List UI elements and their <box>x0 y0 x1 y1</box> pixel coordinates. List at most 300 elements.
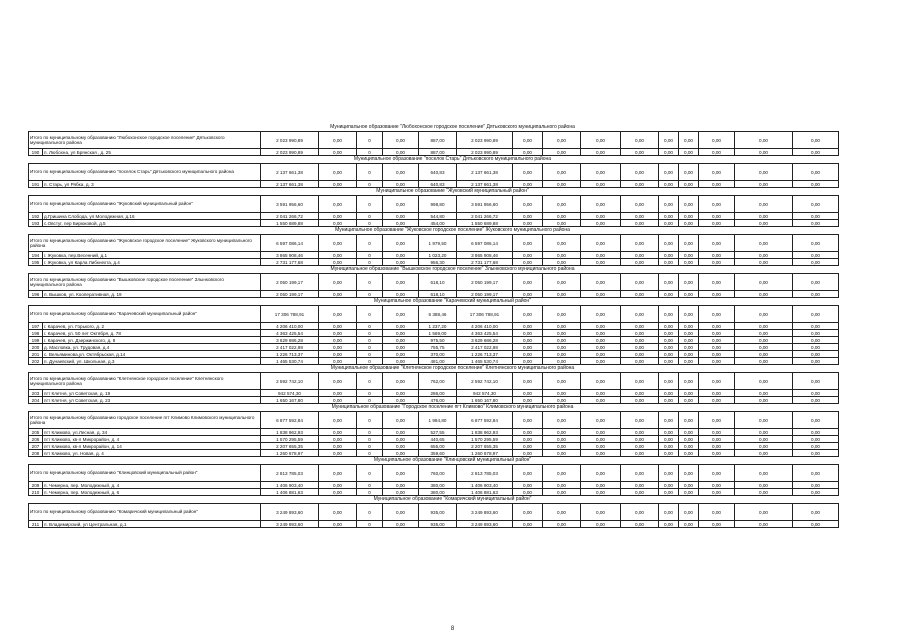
row-value-cell: 0 <box>357 252 383 259</box>
total-value-cell: 0,00 <box>621 235 659 252</box>
row-value-cell: 0,00 <box>513 149 543 156</box>
row-address: г. Карачев, ул. Горького, д. 2 <box>43 323 261 330</box>
row-value-cell: 3 865 908,46 <box>261 252 319 259</box>
row-value-cell: 0,00 <box>735 337 793 344</box>
row-value-cell: 942 574,30 <box>457 390 513 397</box>
row-value-cell: 0,00 <box>581 252 621 259</box>
total-value-cell: 0,00 <box>543 504 581 521</box>
section-title: Муниципальное образование "поселок Старь" Дятьковского муниципального района <box>353 156 552 162</box>
row-value-cell: 1 465 530,74 <box>261 358 319 365</box>
row-value-cell: 476,00 <box>419 397 457 404</box>
total-value-cell: 0,00 <box>699 132 735 149</box>
row-value-cell: 0,00 <box>659 482 679 489</box>
row-value-cell: 0,00 <box>659 429 679 436</box>
row-number: 197 <box>29 323 43 330</box>
total-value-cell: 0,00 <box>319 196 357 213</box>
total-value-cell: 1 979,50 <box>419 235 457 252</box>
total-value-cell: 0,00 <box>659 196 679 213</box>
row-value-cell: 0,00 <box>319 443 357 450</box>
total-value-cell: 0,00 <box>513 306 543 323</box>
row-value-cell: 0,00 <box>319 390 357 397</box>
section-header <box>29 298 877 306</box>
total-value-cell: 0,00 <box>543 465 581 482</box>
row-value-cell: 0,00 <box>699 390 735 397</box>
row-value-cell: 942 574,30 <box>261 390 319 397</box>
row-value-cell: 2 137 661,38 <box>457 181 513 188</box>
row-value-cell: 0,00 <box>383 149 419 156</box>
row-value-cell: 0,00 <box>383 482 419 489</box>
section-header <box>29 188 877 196</box>
row-value-cell: 0,00 <box>581 450 621 457</box>
row-value-cell: 0 <box>357 149 383 156</box>
row-address: п. Чемерна, пер. Молодежный, д. 6 <box>43 489 261 496</box>
row-value-cell: 0,00 <box>513 351 543 358</box>
total-value-cell: 760,00 <box>419 465 457 482</box>
total-value-cell: 0,00 <box>581 373 621 390</box>
row-value-cell: 0,00 <box>679 252 699 259</box>
row-value-cell: 0,00 <box>621 351 659 358</box>
table-row <box>29 521 877 528</box>
total-value-cell: 0,00 <box>621 504 659 521</box>
row-value-cell: 0,00 <box>699 220 735 227</box>
row-value-cell: 0,00 <box>699 213 735 220</box>
row-value-cell: 0,00 <box>735 323 793 330</box>
row-value-cell: 0,00 <box>659 323 679 330</box>
row-value-cell: 0,00 <box>699 489 735 496</box>
section-total-row <box>29 373 877 390</box>
row-value-cell: 380,00 <box>419 482 457 489</box>
total-label: Итого по муниципальному образованию "Жуковское городское поселение" Жуковского муниципального района <box>29 235 261 252</box>
section-title: Муниципальное образование "Карачевский муниципальный район" <box>374 298 531 304</box>
row-address: пгт Климово, кв-л Микрорайон, д. 4 <box>43 436 261 443</box>
total-value-cell: 0,00 <box>659 235 679 252</box>
row-value-cell: 0,00 <box>513 181 543 188</box>
row-value-cell: 0,00 <box>793 181 839 188</box>
row-address: п. Владимирский, ул Центральная, д.1 <box>43 521 261 528</box>
total-value-cell: 5 388,46 <box>419 306 457 323</box>
total-value-cell: 0,00 <box>581 465 621 482</box>
row-value-cell: 0 <box>357 482 383 489</box>
row-value-cell: 0,00 <box>513 390 543 397</box>
total-value-cell: 0 <box>357 306 383 323</box>
section-title: Муниципальное образование "Городское поселение пгт Климово" Климовского муниципального района <box>331 404 574 410</box>
row-value-cell: 956,30 <box>419 259 457 266</box>
total-value-cell: 0,00 <box>679 274 699 291</box>
row-value-cell: 0,00 <box>679 397 699 404</box>
row-value-cell: 0,00 <box>543 181 581 188</box>
row-value-cell: 1 237,20 <box>419 323 457 330</box>
row-address: пгт Климово, ул. Новая, д. 4 <box>43 450 261 457</box>
row-value-cell: 0,00 <box>513 482 543 489</box>
row-value-cell: 0,00 <box>659 489 679 496</box>
total-value-cell: 0,00 <box>383 196 419 213</box>
row-value-cell: 0,00 <box>543 344 581 351</box>
row-value-cell: 0,00 <box>699 443 735 450</box>
total-value-cell: 0,00 <box>621 373 659 390</box>
row-value-cell: 0,00 <box>735 149 793 156</box>
table-row <box>29 358 877 365</box>
table-row <box>29 443 877 450</box>
row-value-cell: 0,00 <box>659 450 679 457</box>
row-value-cell: 0,00 <box>699 337 735 344</box>
row-value-cell: 640,83 <box>419 181 457 188</box>
row-value-cell: 359,60 <box>419 450 457 457</box>
total-value-cell: 0,00 <box>793 164 839 181</box>
row-value-cell: 0 <box>357 181 383 188</box>
section-title: Муниципальное образование "Клетнянское городское поселение" Клетнянского муниципального района <box>330 365 575 371</box>
total-value-cell: 0,00 <box>735 274 793 291</box>
row-value-cell: 454,00 <box>419 220 457 227</box>
row-value-cell: 0,00 <box>679 220 699 227</box>
total-value-cell: 0,00 <box>659 306 679 323</box>
table-row <box>29 252 877 259</box>
total-value-cell: 0,00 <box>319 164 357 181</box>
total-value-cell: 0,00 <box>659 274 679 291</box>
row-value-cell: 0,00 <box>543 521 581 528</box>
total-value-cell: 0,00 <box>383 164 419 181</box>
row-value-cell: 0,00 <box>383 220 419 227</box>
total-value-cell: 0,00 <box>621 274 659 291</box>
total-value-cell: 0,00 <box>699 274 735 291</box>
row-value-cell: 0,00 <box>793 521 839 528</box>
row-value-cell: 0,00 <box>383 436 419 443</box>
row-value-cell: 1 226 713,37 <box>457 351 513 358</box>
row-value-cell: 0,00 <box>383 351 419 358</box>
row-value-cell: 3 629 686,28 <box>261 337 319 344</box>
total-value-cell: 0,00 <box>513 132 543 149</box>
row-value-cell: 1 838 962,93 <box>261 429 319 436</box>
row-value-cell: 0,00 <box>513 337 543 344</box>
row-value-cell: 1 570 295,59 <box>261 436 319 443</box>
row-address: п. Любохна, ул Брянская , д. 25 <box>43 149 261 156</box>
section-header <box>29 404 877 412</box>
total-value-cell: 0,00 <box>383 235 419 252</box>
row-value-cell: 0,00 <box>735 213 793 220</box>
row-value-cell: 0,00 <box>513 291 543 298</box>
table-row <box>29 259 877 266</box>
total-value-cell: 1 984,80 <box>419 412 457 429</box>
table-row <box>29 213 877 220</box>
row-value-cell: 1 650 167,80 <box>457 397 513 404</box>
row-value-cell: 0,00 <box>621 482 659 489</box>
row-value-cell: 0,00 <box>621 397 659 404</box>
row-value-cell: 0,00 <box>621 390 659 397</box>
row-value-cell: 4 363 425,54 <box>457 330 513 337</box>
row-value-cell: 3 865 908,46 <box>457 252 513 259</box>
row-number: 198 <box>29 330 43 337</box>
row-value-cell: 0,00 <box>543 397 581 404</box>
total-value-cell: 0,00 <box>621 196 659 213</box>
row-address: г. Карачев, ул. 50 лет Октября, д. 78 <box>43 330 261 337</box>
total-value-cell: 0,00 <box>699 196 735 213</box>
section-title: Муниципальное образование "Вышковское городское поселение" Злынковского муниципального района <box>330 266 575 272</box>
row-number: 207 <box>29 443 43 450</box>
row-value-cell: 0,00 <box>383 489 419 496</box>
row-value-cell: 0,00 <box>793 291 839 298</box>
page-number: 8 <box>450 626 455 632</box>
section-title: Муниципальное образование "Жуковское городское поселение" Жуковского муниципального района <box>335 227 570 233</box>
row-value-cell: 0,00 <box>581 330 621 337</box>
row-value-cell: 0,00 <box>679 489 699 496</box>
row-value-cell: 0 <box>357 521 383 528</box>
total-value-cell: 0,00 <box>543 274 581 291</box>
row-value-cell: 0,00 <box>581 213 621 220</box>
row-value-cell: 0,00 <box>319 149 357 156</box>
row-value-cell: 1 465 530,74 <box>457 358 513 365</box>
row-value-cell: 0,00 <box>319 450 357 457</box>
total-value-cell: 0,00 <box>581 306 621 323</box>
total-value-cell: 0,00 <box>513 504 543 521</box>
row-value-cell: 0,00 <box>699 344 735 351</box>
section-header <box>29 365 877 373</box>
row-value-cell: 0,00 <box>543 443 581 450</box>
row-value-cell: 1 260 678,97 <box>457 450 513 457</box>
total-value-cell: 935,00 <box>419 504 457 521</box>
row-value-cell: 1 406 903,40 <box>261 482 319 489</box>
total-value-cell: 0,00 <box>543 235 581 252</box>
row-value-cell: 2 207 655,35 <box>261 443 319 450</box>
section-title: Муниципальное образование "Клинцовский муниципальный район" <box>373 457 532 463</box>
row-value-cell: 0,00 <box>699 259 735 266</box>
total-label: Итого по муниципальному образованию городское поселение пгт Климово Климовского муниципального района <box>29 412 261 429</box>
row-value-cell: 0,00 <box>621 259 659 266</box>
total-value-cell: 0,00 <box>621 164 659 181</box>
total-value-cell: 6 597 086,14 <box>457 235 513 252</box>
total-value-cell: 0,00 <box>581 412 621 429</box>
total-value-cell: 0,00 <box>679 504 699 521</box>
total-value-cell: 0,00 <box>659 164 679 181</box>
total-value-cell: 0,00 <box>543 306 581 323</box>
row-address: п. Дунаевский, ул. Школьная, д.3 <box>43 358 261 365</box>
row-number: 203 <box>29 390 43 397</box>
total-value-cell: 2 050 199,17 <box>261 274 319 291</box>
table-row <box>29 450 877 457</box>
row-value-cell: 0,00 <box>679 149 699 156</box>
total-value-cell: 0,00 <box>319 373 357 390</box>
row-address: п. Старь, ул Рябка, д. 3 <box>43 181 261 188</box>
row-value-cell: 0,00 <box>659 259 679 266</box>
row-value-cell: 0,00 <box>735 358 793 365</box>
row-value-cell: 0,00 <box>679 482 699 489</box>
total-value-cell: 0,00 <box>793 504 839 521</box>
row-value-cell: 370,00 <box>419 351 457 358</box>
total-value-cell: 0,00 <box>543 373 581 390</box>
total-value-cell: 0,00 <box>621 465 659 482</box>
table-row <box>29 489 877 496</box>
row-value-cell: 0 <box>357 489 383 496</box>
total-value-cell: 0,00 <box>543 412 581 429</box>
row-value-cell: 0 <box>357 397 383 404</box>
row-value-cell: 0 <box>357 450 383 457</box>
row-value-cell: 0,00 <box>659 397 679 404</box>
row-number: 195 <box>29 259 43 266</box>
total-value-cell: 0,00 <box>383 306 419 323</box>
row-value-cell: 2 023 990,89 <box>457 149 513 156</box>
table-row <box>29 344 877 351</box>
total-value-cell: 0,00 <box>735 412 793 429</box>
row-value-cell: 0,00 <box>621 358 659 365</box>
row-value-cell: 1 569,00 <box>419 330 457 337</box>
row-value-cell: 0,00 <box>319 252 357 259</box>
row-value-cell: 0,00 <box>659 390 679 397</box>
row-value-cell: 0,00 <box>543 429 581 436</box>
row-value-cell: 0,00 <box>319 337 357 344</box>
total-value-cell: 0,00 <box>735 504 793 521</box>
table-row <box>29 397 877 404</box>
total-value-cell: 0,00 <box>383 274 419 291</box>
row-value-cell: 440,65 <box>419 436 457 443</box>
total-value-cell: 0,00 <box>735 164 793 181</box>
total-value-cell: 0,00 <box>581 274 621 291</box>
row-address: пгт Климово, ул.Лесная, д. 34 <box>43 429 261 436</box>
total-value-cell: 0,00 <box>659 132 679 149</box>
row-value-cell: 0,00 <box>319 323 357 330</box>
row-value-cell: 0,00 <box>679 181 699 188</box>
total-value-cell: 0,00 <box>581 164 621 181</box>
row-value-cell: 1 550 689,88 <box>457 220 513 227</box>
row-value-cell: 481,00 <box>419 358 457 365</box>
row-value-cell: 0,00 <box>581 181 621 188</box>
total-value-cell: 998,80 <box>419 196 457 213</box>
total-value-cell: 0,00 <box>679 465 699 482</box>
row-value-cell: 380,00 <box>419 489 457 496</box>
total-value-cell: 0,00 <box>679 164 699 181</box>
row-value-cell: 0,00 <box>581 291 621 298</box>
row-number: 200 <box>29 344 43 351</box>
total-value-cell: 2 023 990,89 <box>261 132 319 149</box>
row-value-cell: 2 050 199,17 <box>261 291 319 298</box>
row-value-cell: 0,00 <box>621 521 659 528</box>
row-value-cell: 887,00 <box>419 149 457 156</box>
row-value-cell: 0,00 <box>735 429 793 436</box>
total-value-cell: 0,00 <box>581 235 621 252</box>
row-value-cell: 0,00 <box>319 397 357 404</box>
row-value-cell: 0,00 <box>383 252 419 259</box>
row-value-cell: 0,00 <box>793 436 839 443</box>
row-value-cell: 0,00 <box>513 397 543 404</box>
row-value-cell: 0,00 <box>383 344 419 351</box>
row-address: д.Гришина Слобода, ул Молодежная, д.16 <box>43 213 261 220</box>
total-value-cell: 0,00 <box>659 465 679 482</box>
row-value-cell: 0,00 <box>735 489 793 496</box>
total-value-cell: 0,00 <box>383 504 419 521</box>
row-value-cell: 0,00 <box>581 429 621 436</box>
row-value-cell: 0,00 <box>581 149 621 156</box>
row-value-cell: 0,00 <box>659 436 679 443</box>
row-value-cell: 0,00 <box>679 358 699 365</box>
row-value-cell: 0,00 <box>659 149 679 156</box>
total-value-cell: 0,00 <box>699 373 735 390</box>
row-value-cell: 0,00 <box>793 450 839 457</box>
row-address: п. Чемерна, пер. Молодежный, д. 4 <box>43 482 261 489</box>
row-value-cell: 0,00 <box>581 337 621 344</box>
table-row <box>29 436 877 443</box>
row-value-cell: 0 <box>357 390 383 397</box>
total-value-cell: 0,00 <box>735 235 793 252</box>
row-value-cell: 0,00 <box>679 443 699 450</box>
row-value-cell: 0,00 <box>659 358 679 365</box>
row-value-cell: 0,00 <box>319 291 357 298</box>
row-address: г. Жуковка, пер.Весенний, д.1 <box>43 252 261 259</box>
total-value-cell: 0,00 <box>679 373 699 390</box>
row-value-cell: 0,00 <box>793 390 839 397</box>
total-value-cell: 0,00 <box>699 504 735 521</box>
row-value-cell: 0,00 <box>621 220 659 227</box>
table-row <box>29 351 877 358</box>
row-value-cell: 0,00 <box>735 443 793 450</box>
row-value-cell: 0,00 <box>383 323 419 330</box>
row-value-cell: 0,00 <box>513 220 543 227</box>
row-number: 193 <box>29 220 43 227</box>
total-value-cell: 618,10 <box>419 274 457 291</box>
row-value-cell: 0,00 <box>679 337 699 344</box>
total-value-cell: 0 <box>357 504 383 521</box>
row-value-cell: 0,00 <box>513 429 543 436</box>
total-value-cell: 2 050 199,17 <box>457 274 513 291</box>
row-value-cell: 0,00 <box>543 351 581 358</box>
section-title: Муниципальное образование "Любохонское городское поселение" Дятьковского муниципального района <box>330 124 575 130</box>
row-value-cell: 0,00 <box>621 291 659 298</box>
row-value-cell: 0,00 <box>679 344 699 351</box>
row-value-cell: 0,00 <box>793 429 839 436</box>
row-value-cell: 4 206 410,00 <box>457 323 513 330</box>
row-value-cell: 0,00 <box>793 344 839 351</box>
row-value-cell: 0,00 <box>543 337 581 344</box>
row-address: пгт Клетня, ул Советская, д. 23 <box>43 397 261 404</box>
total-value-cell: 0,00 <box>735 306 793 323</box>
row-value-cell: 0,00 <box>319 330 357 337</box>
total-label: Итого по муниципальному образованию "Любохонское городское поселение" Дятьковского муниципального района <box>29 132 261 149</box>
row-value-cell: 0,00 <box>793 149 839 156</box>
row-value-cell: 0,00 <box>319 489 357 496</box>
row-value-cell: 0,00 <box>543 323 581 330</box>
row-value-cell: 0,00 <box>383 390 419 397</box>
row-address: с. Вельяминова,ул. Октябрьская, д.14 <box>43 351 261 358</box>
row-value-cell: 2 731 177,68 <box>457 259 513 266</box>
row-value-cell: 0,00 <box>581 344 621 351</box>
table-row <box>29 330 877 337</box>
total-value-cell: 6 877 592,84 <box>457 412 513 429</box>
section-header <box>29 227 877 235</box>
total-value-cell: 3 249 893,60 <box>457 504 513 521</box>
row-value-cell: 0,00 <box>735 344 793 351</box>
total-value-cell: 2 137 661,38 <box>457 164 513 181</box>
row-address: пгт Климово, кв-л Микрорайон, д. 14 <box>43 443 261 450</box>
total-value-cell: 0,00 <box>543 164 581 181</box>
row-value-cell: 0,00 <box>659 181 679 188</box>
row-value-cell: 2 041 266,72 <box>261 213 319 220</box>
row-value-cell: 0,00 <box>699 429 735 436</box>
row-value-cell: 0,00 <box>543 330 581 337</box>
row-number: 192 <box>29 213 43 220</box>
row-value-cell: 0,00 <box>581 259 621 266</box>
row-number: 190 <box>29 149 43 156</box>
total-label: Итого по муниципальному образованию "Вышковское городское поселение" Злынковского муниципального района <box>29 274 261 291</box>
row-value-cell: 0,00 <box>581 390 621 397</box>
row-value-cell: 0,00 <box>513 330 543 337</box>
total-value-cell: 0,00 <box>319 504 357 521</box>
total-value-cell: 0 <box>357 274 383 291</box>
row-value-cell: 0,00 <box>699 436 735 443</box>
row-number: 209 <box>29 482 43 489</box>
row-value-cell: 527,55 <box>419 429 457 436</box>
section-header <box>29 156 877 164</box>
row-value-cell: 0,00 <box>659 291 679 298</box>
row-number: 210 <box>29 489 43 496</box>
total-value-cell: 0,00 <box>793 274 839 291</box>
row-value-cell: 0,00 <box>581 443 621 450</box>
row-value-cell: 0,00 <box>793 252 839 259</box>
